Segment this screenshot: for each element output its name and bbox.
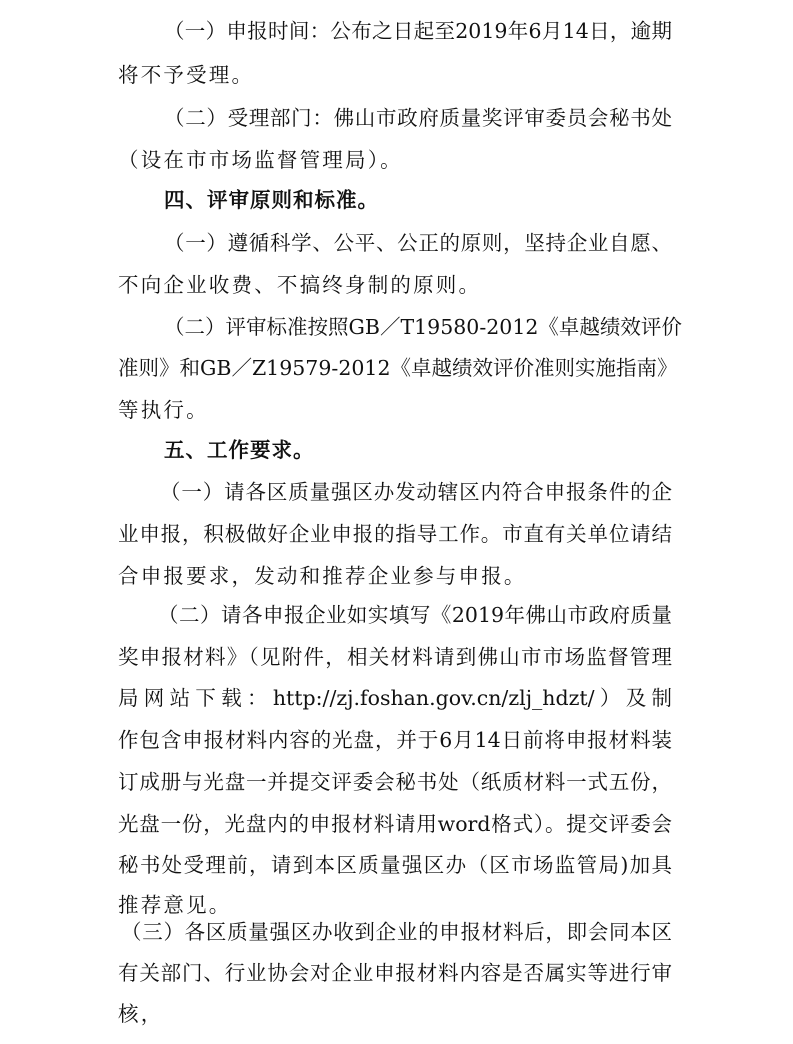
text-line: （二）评审标准按照GB／T19580-2012《卓越绩效评价 (164, 315, 682, 339)
section-heading: 五、工作要求。 (164, 438, 315, 462)
text-line: 奖申报材料》（见附件，相关材料请到佛山市市场监督管理 (118, 645, 672, 669)
text-line: 作包含申报材料内容的光盘，并于6月14日前将申报材料装 (118, 728, 672, 752)
text-line: （三）各区质量强区办收到企业的申报材料后，即会同本区 (121, 920, 672, 944)
text-line: 准则》和GB／Z19579-2012《卓越绩效评价准则实施指南》 (118, 356, 678, 380)
text-line: （一）请各区质量强区办发动辖区内符合申报条件的企 (160, 480, 672, 504)
text-line: 局网站下载：http://zj.foshan.gov.cn/zlj_hdzt/）及制 (118, 686, 672, 710)
text-line: 业申报，积极做好企业申报的指导工作。市直有关单位请结 (118, 522, 672, 546)
text-line: 合申报要求，发动和推荐企业参与申报。 (118, 564, 527, 588)
section-heading: 四、评审原则和标准。 (164, 188, 379, 212)
text-line: 有关部门、行业协会对企业申报材料内容是否属实等进行审 (118, 961, 672, 985)
text-line: 核， (118, 1002, 164, 1026)
text-line: （设在市市场监督管理局）。 (118, 148, 403, 172)
text-line: 秘书处受理前，请到本区质量强区办（区市场监管局)加具 (118, 853, 672, 877)
text-line: 不向企业收费、不搞终身制的原则。 (118, 273, 482, 297)
text-line: 光盘一份，光盘内的申报材料请用word格式）。提交评委会 (118, 812, 672, 836)
text-line: （一）申报时间：公布之日起至2019年6月14日，逾期 (164, 19, 672, 43)
text-line: 将不予受理。 (118, 63, 255, 87)
text-line: 订成册与光盘一并提交评委会秘书处（纸质材料一式五份， (118, 770, 672, 794)
text-line: （一）遵循科学、公平、公正的原则，坚持企业自愿、 (164, 231, 672, 255)
text-line: （二）受理部门：佛山市政府质量奖评审委员会秘书处 (164, 106, 672, 130)
text-line: 推荐意见。 (118, 893, 232, 917)
text-line: 等执行。 (118, 398, 209, 422)
text-line: （二）请各申报企业如实填写《2019年佛山市政府质量 (158, 603, 672, 627)
